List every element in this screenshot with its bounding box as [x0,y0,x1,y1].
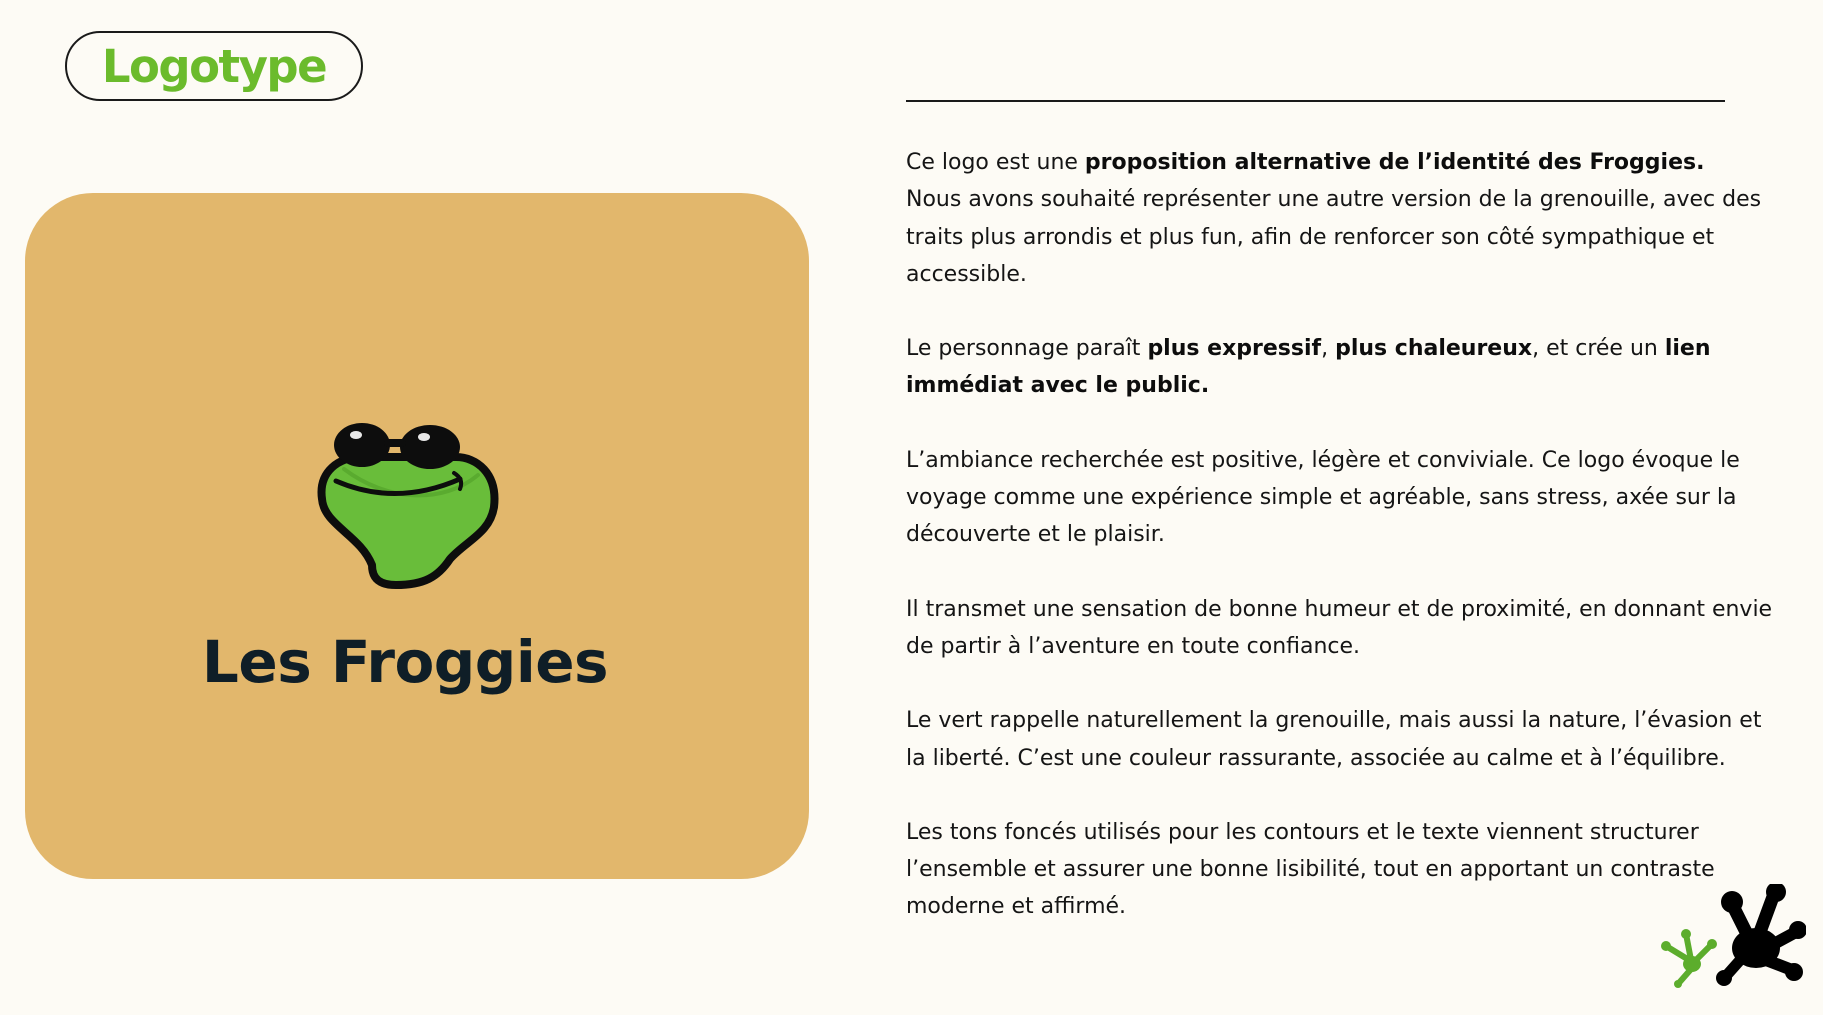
description-text [906,144,1786,963]
section-title: Logotype [101,39,327,93]
paragraph-1: Ce logo est une proposition alternative de l’identité des Froggies. Nous avons souhaité représenter une autre version de la grenouille, avec des traits plus arrondis et plus fun, afin de renforcer son côté sympathique et accessible. [906,150,1762,287]
paragraph-4: Il transmet une sensation de bonne humeur et de proximité, en donnant envie de partir à l’aventure en toute confiance. [906,596,1773,659]
divider-line [906,100,1725,102]
paragraph-2: Le personnage paraît plus expressif, plus chaleureux, et crée un lien immédiat avec le public. [906,336,1711,399]
frog-feet-icon [1656,884,1806,988]
paragraph-6: Les tons foncés utilisés pour les contours et le texte viennent structurer l’ensemble et assurer une bonne lisibilité, tout en apportant un contraste moderne et affirmé. [906,819,1715,920]
frog-mascot-icon [314,421,500,593]
brand-name: Les Froggies [201,628,609,696]
paragraph-5: Le vert rappelle naturellement la grenouille, mais aussi la nature, l’évasion et la liberté. C’est une couleur rassurante, associée au calme et à l’équilibre. [906,708,1762,771]
paragraph-3: L’ambiance recherchée est positive, légère et conviviale. Ce logo évoque le voyage comme une expérience simple et agréable, sans stress, axée sur la découverte et le plaisir. [906,447,1740,548]
section-title-pill [65,31,363,101]
